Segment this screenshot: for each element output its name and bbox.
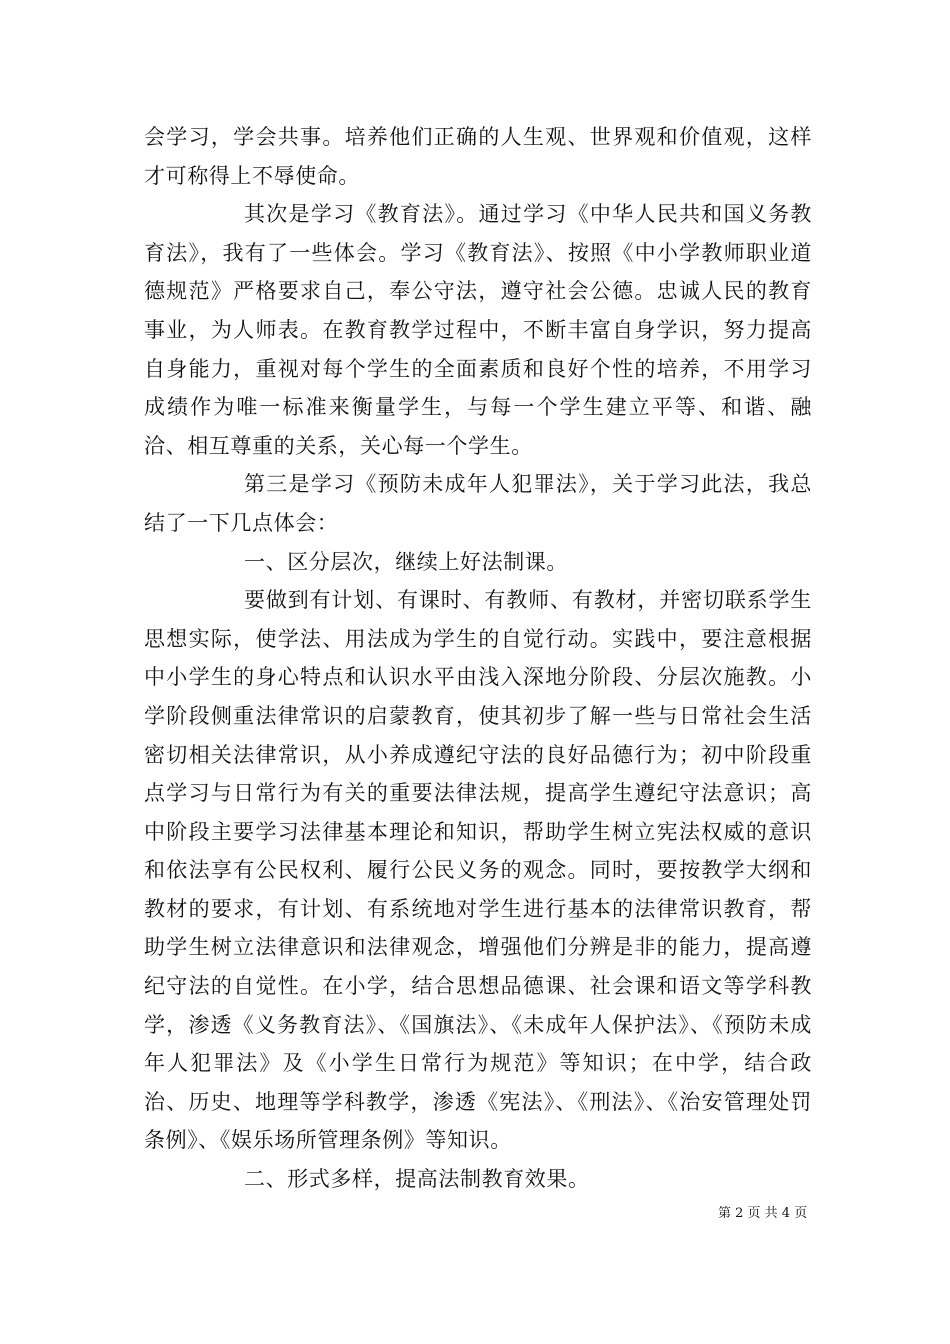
heading-point-two: 二、形式多样，提高法制教育效果。 bbox=[244, 1167, 590, 1192]
paragraph-continuation: 会学习，学会共事。培养他们正确的人生观、世界观和价值观，这样才可称得上不辱使命。 bbox=[144, 125, 812, 188]
body-text bbox=[144, 118, 812, 1199]
paragraph-point-one-body: 要做到有计划、有课时、有教师、有教材，并密切联系学生思想实际，使学法、用法成为学生的自觉行动。实践中，要注意根据中小学生的身心特点和认识水平由浅入深地分阶段、分层次施教。小学阶段侧重法律常识的启蒙教育，使其初步了解一些与日常社会生活密切相关法律常识，从小养成遵纪守法的良好品德行为；初中阶段重点学习与日常行为有关的重要法律法规，提高学生遵纪守法意识；高中阶段主要学习法律基本理论和知识，帮助学生树立宪法权威的意识和依法享有公民权利、履行公民义务的观念。同时，要按教学大纲和教材的要求，有计划、有系统地对学生进行基本的法律常识教育，帮助学生树立法律意识和法律观念，增强他们分辨是非的能力，提高遵纪守法的自觉性。在小学，结合思想品德课、社会课和语文等学科教学，渗透《义务教育法》、《国旗法》、《未成年人保护法》、《预防未成年人犯罪法》及《小学生日常行为规范》等知识；在中学，结合政治、历史、地理等学科教学，渗透《宪法》、《刑法》、《治安管理处罚条例》、《娱乐场所管理条例》等知识。 bbox=[144, 588, 812, 1153]
heading-point-one: 一、区分层次，继续上好法制课。 bbox=[244, 549, 568, 574]
page-number-footer: 第 2 页 共 4 页 bbox=[718, 1206, 808, 1221]
paragraph-juvenile-law: 第三是学习《预防未成年人犯罪法》，关于学习此法，我总结了一下几点体会： bbox=[144, 472, 812, 535]
paragraph-education-law: 其次是学习《教育法》。通过学习《中华人民共和国义务教育法》，我有了一些体会。学习《教育法》、按照《中小学教师职业道德规范》严格要求自己，奉公守法，遵守社会公德。忠诚人民的教育事业，为人师表。在教育教学过程中，不断丰富自身学识，努力提高自身能力，重视对每个学生的全面素质和良好个性的培养，不用学习成绩作为唯一标准来衡量学生，与每一个学生建立平等、和谐、融洽、相互尊重的关系，关心每一个学生。 bbox=[144, 202, 812, 458]
